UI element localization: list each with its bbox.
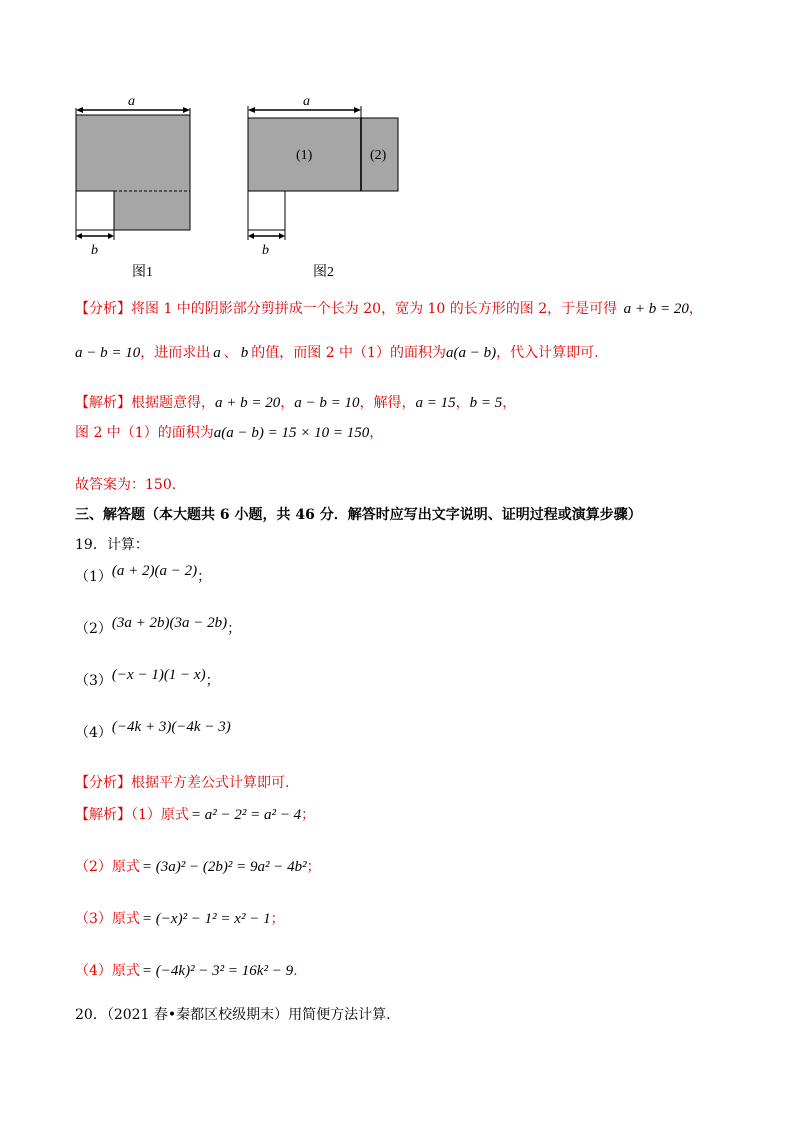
solution-text: ，解得， <box>359 395 416 411</box>
punctuation: ， <box>688 301 703 317</box>
q19-analysis <box>75 772 289 792</box>
solution-text: 根据题意得， <box>131 395 215 411</box>
punctuation: ； <box>270 911 285 927</box>
expression: (a + 2)(a − 2) <box>111 563 198 579</box>
analysis-text: 的值，而图 2 中（1）的面积为 <box>251 345 446 361</box>
analysis-text: ，进而求出 <box>140 345 211 361</box>
q18-analysis-line2 <box>75 342 599 362</box>
equation: a − b = 10 <box>75 345 141 361</box>
equation: a + b = 20 <box>215 395 281 411</box>
q19-item-4 <box>75 719 231 742</box>
expression: = (3a)² − (2b)² = 9a² − 4b² <box>141 859 307 875</box>
q19-solution-1 <box>75 804 315 824</box>
solution-tag: 【解析】 <box>75 395 131 411</box>
figure-2 <box>235 88 415 288</box>
equation: a = 15 <box>415 395 456 411</box>
q19-item-1 <box>75 563 212 586</box>
variable-a: a <box>213 345 221 361</box>
q20-title: 20．（2021 春•秦都区校级期末）用简便方法计算. <box>75 1007 391 1023</box>
item-number: （2） <box>75 859 112 875</box>
q19-item-3 <box>75 667 220 690</box>
analysis-tag: 【分析】 <box>75 775 131 791</box>
equation: a − b = 10 <box>294 395 360 411</box>
punctuation: ； <box>227 621 242 637</box>
q18-solution-line1 <box>75 392 516 412</box>
solution-label: 原式 <box>111 859 140 875</box>
analysis-tag: 【分析】 <box>75 301 131 317</box>
figure-2-label-b: b <box>262 243 269 258</box>
punctuation: ， <box>369 425 384 441</box>
solution-label: 原式 <box>111 963 140 979</box>
item-number: （3） <box>75 911 112 927</box>
expression: = a² − 2² = a² − 4 <box>190 807 302 823</box>
item-number: （4） <box>75 725 112 741</box>
figure-1 <box>60 88 210 288</box>
equation: a + b = 20 <box>623 301 689 317</box>
figure-2-label-region-1: (1) <box>296 148 313 163</box>
figure-1-label-b: b <box>91 243 98 258</box>
punctuation: ； <box>205 673 220 689</box>
q18-analysis-line1 <box>75 298 703 318</box>
punctuation: ， <box>502 395 517 411</box>
punctuation: ， <box>280 395 295 411</box>
solution-tag: 【解析】 <box>75 807 131 823</box>
expression: (−4k + 3)(−4k − 3) <box>111 719 231 735</box>
solution-label: 原式 <box>111 911 140 927</box>
analysis-text: ，代入计算即可. <box>496 345 599 361</box>
q19-solution-2 <box>75 856 321 876</box>
equation: b = 5 <box>469 395 503 411</box>
item-number: （1） <box>131 807 161 823</box>
q18-answer: 故答案为：150. <box>75 477 177 493</box>
q19-solution-3 <box>75 908 285 928</box>
figure-2-caption: 图2 <box>313 265 334 280</box>
q19-item-2 <box>75 615 242 638</box>
q18-solution-line2 <box>75 422 383 442</box>
punctuation: ； <box>197 569 212 585</box>
analysis-text: 根据平方差公式计算即可. <box>131 775 290 791</box>
punctuation: ， <box>455 395 470 411</box>
punctuation: 、 <box>223 345 238 361</box>
item-number: （3） <box>75 673 112 689</box>
solution-text: 图 2 中（1）的面积为 <box>75 425 214 441</box>
figure-1-caption: 图1 <box>132 265 153 280</box>
figure-1-white-square <box>76 191 114 230</box>
punctuation: . <box>293 963 298 979</box>
punctuation: ； <box>306 859 321 875</box>
punctuation: ； <box>301 807 316 823</box>
figure-2-label-a: a <box>303 94 310 109</box>
analysis-text: 将图 1 中的阴影部分剪拼成一个长为 20，宽为 10 的长方形的图 2，于是可得 <box>131 301 618 317</box>
expression: = (−x)² − 1² = x² − 1 <box>141 911 271 927</box>
expression: (−x − 1)(1 − x) <box>111 667 206 683</box>
q19-solution-4 <box>75 960 298 980</box>
item-number: （1） <box>75 569 112 585</box>
figure-2-label-region-2: (2) <box>370 148 387 163</box>
solution-label: 原式 <box>160 807 189 823</box>
expression: = (−4k)² − 3² = 16k² − 9 <box>141 963 294 979</box>
expression: a(a − b) <box>445 345 497 361</box>
figure-1-label-a: a <box>128 94 135 109</box>
figure-2-white-square <box>248 191 285 230</box>
equation: a(a − b) = 15 × 10 = 150 <box>213 425 370 441</box>
q19-title: 19．计算： <box>75 537 149 553</box>
variable-b: b <box>240 345 249 361</box>
expression: (3a + 2b)(3a − 2b) <box>111 615 228 631</box>
section-3-heading: 三、解答题（本大题共 6 小题，共 46 分．解答时应写出文字说明、证明过程或演算步骤） <box>75 507 642 523</box>
item-number: （4） <box>75 963 112 979</box>
item-number: （2） <box>75 621 112 637</box>
